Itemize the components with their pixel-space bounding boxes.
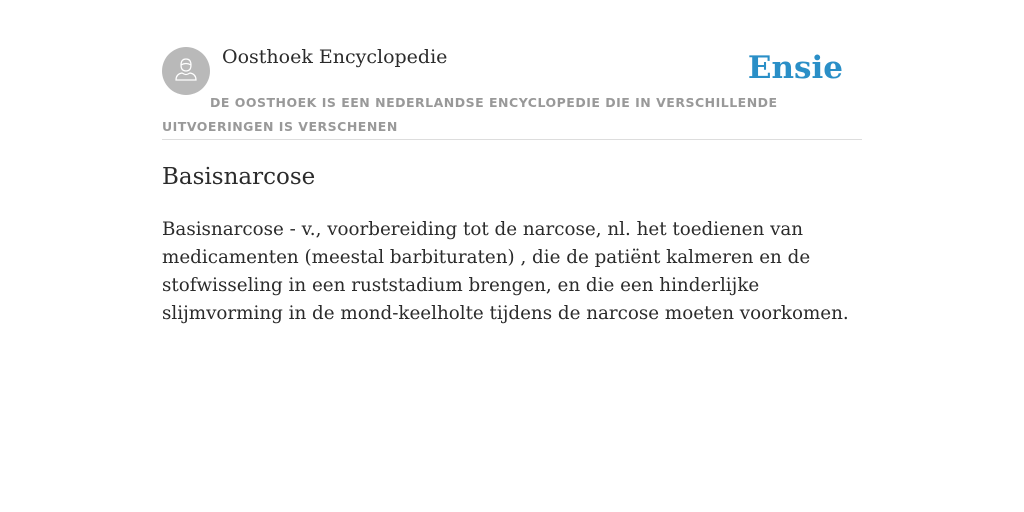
header-divider <box>162 139 862 140</box>
brand-logo[interactable]: Ensie <box>747 50 843 86</box>
source-avatar[interactable] <box>162 47 210 95</box>
article-title: Basisnarcose <box>162 164 316 190</box>
source-tagline: DE OOSTHOEK IS EEN NEDERLANDSE ENCYCLOPEDIE DIE IN VERSCHILLENDE UITVOERINGEN IS VERSCHENEN <box>162 95 778 134</box>
source-name[interactable]: Oosthoek Encyclopedie <box>222 46 448 68</box>
article-body: Basisnarcose - v., voorbereiding tot de narcose, nl. het toedienen van medicamenten (meestal barbituraten) , die de patiënt kalmeren en de stofwisseling in een ruststadium brengen, en die een hinderlijke slijmvorming in de mond-keelholte tijdens de narcose moeten voorkomen. <box>162 219 849 324</box>
user-icon <box>171 54 201 88</box>
